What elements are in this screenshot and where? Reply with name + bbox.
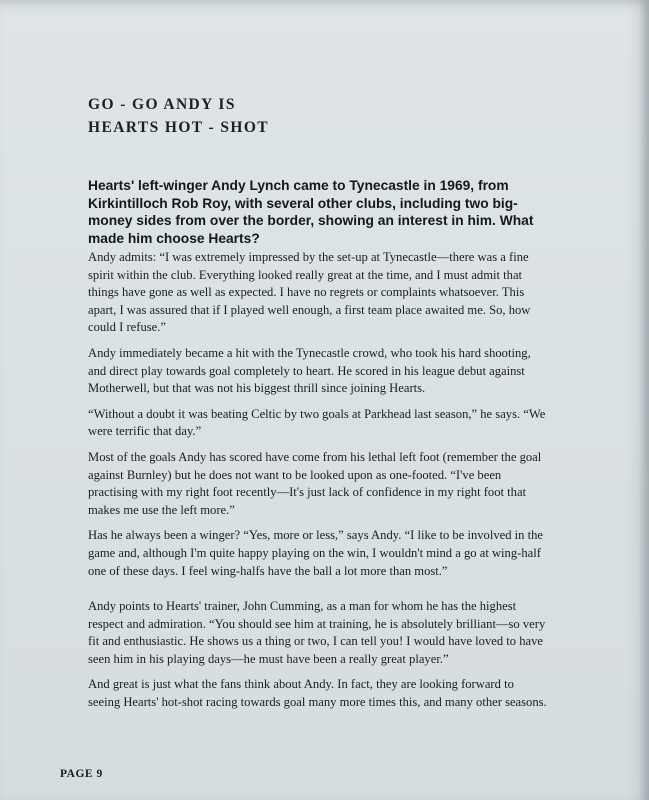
page-edge-shadow xyxy=(639,0,649,800)
body-paragraph: Andy points to Hearts' trainer, John Cumming, as a man for whom he has the highest respect and admiration. “You should see him at training, he is absolutely brilliant—so very fit and enthusiastic. He shows us a thing or two, I can tell you! I would have loved to have seen him in his playing days—he must have been a really great player.” xyxy=(88,599,546,666)
page-number: PAGE 9 xyxy=(60,768,103,780)
body-paragraph: Andy admits: “I was extremely impressed by the set-up at Tynecastle—there was a fine spirit within the club. Everything looked really great at the time, and I must admit that things have gone as well as expected. I have no regrets or complaints whatsoever. This apart, I was assured that if I played well enough, a first team place awaited me. So, how could I refuse.” xyxy=(88,250,531,335)
body-paragraph: And great is just what the fans think about Andy. In fact, they are looking forward to seeing Hearts' hot-shot racing towards goal many more times this, and many other seasons. xyxy=(88,677,547,710)
article-headline xyxy=(88,93,269,139)
article-body xyxy=(88,249,548,720)
headline-line-1: GO - GO ANDY IS xyxy=(88,96,236,113)
headline-line-2: HEARTS HOT - SHOT xyxy=(88,119,270,136)
body-paragraph: Most of the goals Andy has scored have come from his lethal left foot (remember the goal against Burnley) but he does not want to be looked upon as one-footed. “I've been practising with my right foot recently—It's just lack of confidence in my right foot that makes me use the left more.” xyxy=(88,449,542,517)
article-standfirst: Hearts' left-winger Andy Lynch came to Tynecastle in 1969, from Kirkintilloch Rob Roy, with several other clubs, including two big-money sides from over the border, showing an interest in him. What made him choose Hearts? xyxy=(88,178,534,246)
body-paragraph: “Without a doubt it was beating Celtic by two goals at Parkhead last season,” he says. “We were terrific that day.” xyxy=(88,406,546,439)
body-paragraph: Has he always been a winger? “Yes, more or less,” says Andy. “I like to be involved in the game and, although I'm quite happy playing on the win, I wouldn't mind a go at wing-half one of these days. I feel wing-halfs have the ball a lot more than most.” xyxy=(88,528,544,578)
body-paragraph: Andy immediately became a hit with the Tynecastle crowd, who took his hard shooting, and direct play towards goal completely to heart. He scored in his league debut against Motherwell, but that was not his biggest thrill since joining Hearts. xyxy=(88,345,531,396)
